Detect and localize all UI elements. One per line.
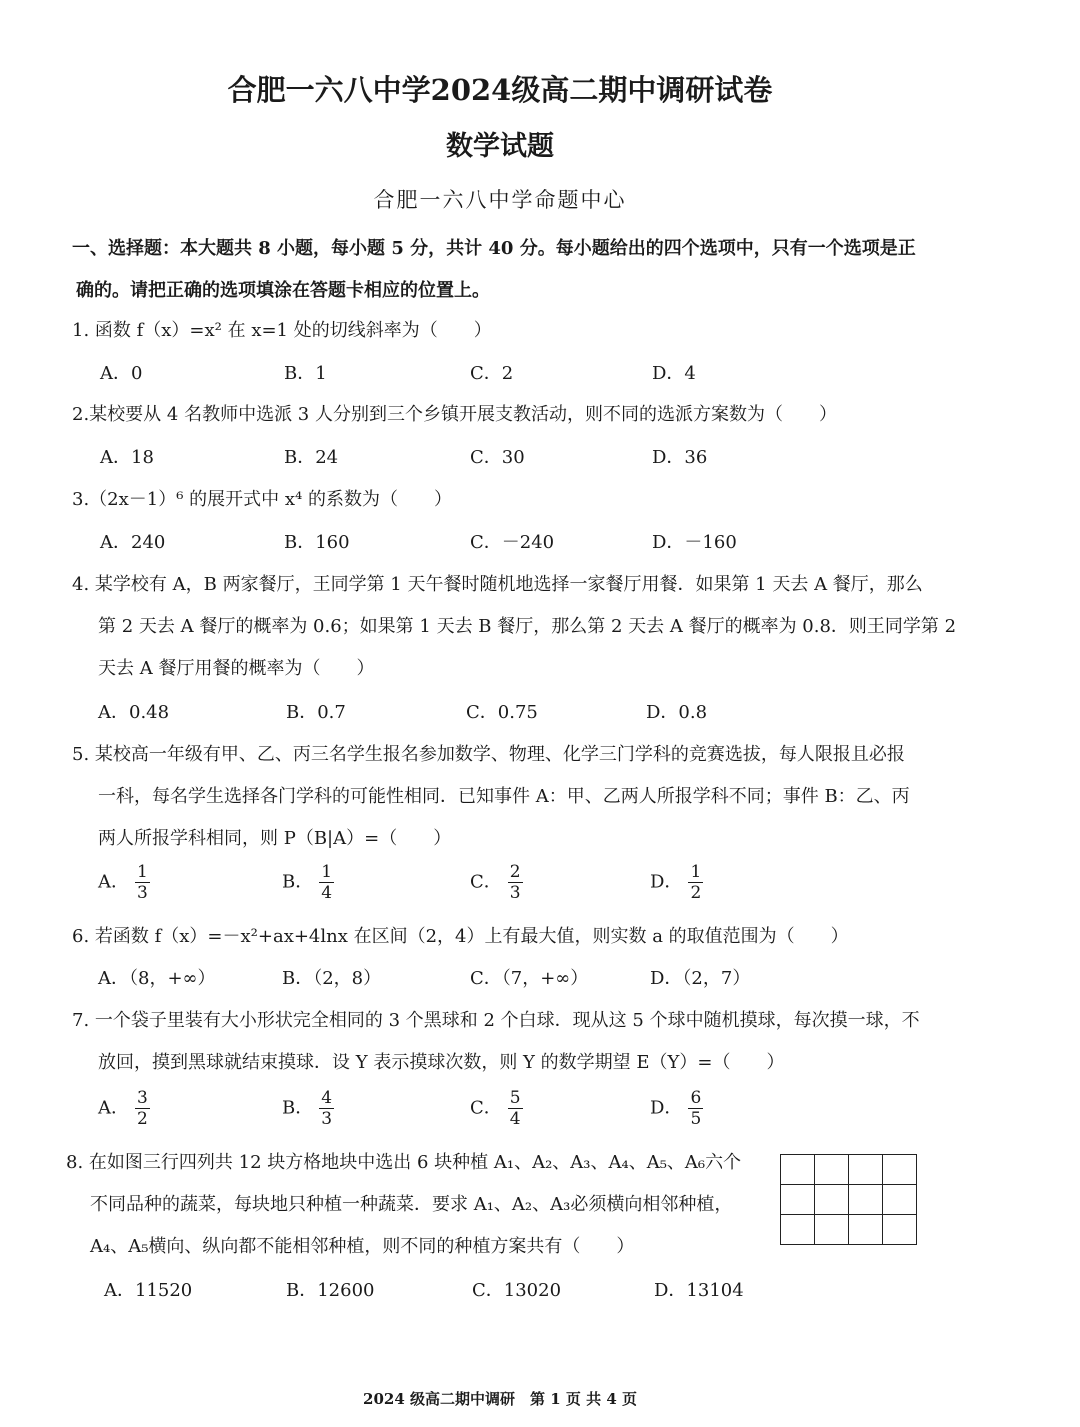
q5-option-c: C． $\frac{2}{3}$ [470, 862, 521, 903]
q7-option-b: B． $\frac{4}{3}$ [282, 1088, 333, 1129]
q3-option-b: B．160 [284, 532, 350, 553]
grid-cell [849, 1215, 883, 1245]
exam-issuer: 合肥一六八中学命题中心 [373, 188, 627, 212]
q3-option-a: A．240 [100, 532, 166, 553]
q6-option-c: C．（7，+∞） [470, 968, 589, 989]
grid-cell [883, 1215, 917, 1245]
q3-option-c: C．－240 [470, 532, 555, 553]
question-5-line1: 5. 某校高一年级有甲、乙、丙三名学生报名参加数学、物理、化学三门学科的竞赛选拔，每人限报且必报 [72, 744, 905, 765]
grid-cell [781, 1215, 815, 1245]
grid-cell [815, 1185, 849, 1215]
question-3-stem: 3.（2x－1）⁶ 的展开式中 x⁴ 的系数为（ ） [72, 489, 452, 510]
q7-option-d: D． $\frac{6}{5}$ [650, 1088, 702, 1129]
q5-option-a: A． $\frac{1}{3}$ [98, 862, 148, 903]
grid-cell [883, 1155, 917, 1185]
question-5-line2: 一科，每名学生选择各门学科的可能性相同．已知事件 A：甲、乙两人所报学科不同；事件 B：乙、丙 [98, 786, 910, 807]
grid-cell [815, 1155, 849, 1185]
q8-option-d: D．13104 [654, 1280, 744, 1301]
q3-option-d: D．－160 [652, 532, 737, 553]
plot-grid-figure [780, 1154, 917, 1245]
grid-cell [849, 1155, 883, 1185]
question-8-line2: 不同品种的蔬菜，每块地只种植一种蔬菜．要求 A₁、A₂、A₃必须横向相邻种植， [90, 1194, 733, 1215]
q1-option-a: A．0 [100, 363, 143, 384]
question-7-line1: 7. 一个袋子里装有大小形状完全相同的 3 个黑球和 2 个白球．现从这 5 个球中随机摸球，每次摸一球，不 [72, 1010, 920, 1031]
question-7-line2: 放回，摸到黑球就结束摸球．设 Y 表示摸球次数，则 Y 的数学期望 E（Y）=（ ） [98, 1052, 785, 1073]
question-2-stem: 2.某校要从 4 名教师中选派 3 人分别到三个乡镇开展支教活动，则不同的选派方案数为（ ） [72, 404, 837, 425]
section-instructions-line2: 确的。请把正确的选项填涂在答题卡相应的位置上。 [76, 280, 490, 301]
question-4-line3: 天去 A 餐厅用餐的概率为（ ） [98, 658, 375, 679]
q2-option-a: A．18 [100, 447, 154, 468]
question-8-line3: A₄、A₅横向、纵向都不能相邻种植，则不同的种植方案共有（ ） [90, 1236, 635, 1257]
grid-cell [781, 1185, 815, 1215]
q1-option-c: C．2 [470, 363, 514, 384]
q8-option-c: C．13020 [472, 1280, 562, 1301]
grid-cell [781, 1155, 815, 1185]
question-5-line3: 两人所报学科相同，则 P（B|A）=（ ） [98, 828, 452, 849]
q8-option-a: A．11520 [104, 1280, 193, 1301]
q6-option-a: A．（8，+∞） [98, 968, 216, 989]
question-6-stem: 6. 若函数 f（x）=－x²+ax+4lnx 在区间（2，4）上有最大值，则实数 a 的取值范围为（ ） [72, 926, 849, 947]
q4-option-c: C．0.75 [466, 702, 538, 723]
exam-subtitle: 数学试题 [446, 131, 554, 162]
question-8-line1: 8. 在如图三行四列共 12 块方格地块中选出 6 块种植 A₁、A₂、A₃、A₄、A₅、A₆六个 [66, 1152, 742, 1173]
q2-option-b: B．24 [284, 447, 339, 468]
q4-option-b: B．0.7 [286, 702, 346, 723]
grid-cell [883, 1185, 917, 1215]
q6-option-d: D．（2，7） [650, 968, 751, 989]
question-1-stem: 1. 函数 f（x）=x² 在 x=1 处的切线斜率为（ ） [72, 320, 492, 341]
grid-cell [815, 1215, 849, 1245]
q8-option-b: B．12600 [286, 1280, 375, 1301]
grid-cell [849, 1185, 883, 1215]
q2-option-d: D．36 [652, 447, 708, 468]
page-footer: 2024 级高二期中调研 第 1 页 共 4 页 [363, 1390, 637, 1408]
question-4-line1: 4. 某学校有 A，B 两家餐厅，王同学第 1 天午餐时随机地选择一家餐厅用餐．如果第 1 天去 A 餐厅，那么 [72, 574, 923, 595]
q6-option-b: B．（2，8） [282, 968, 382, 989]
q1-option-b: B．1 [284, 363, 327, 384]
q1-option-d: D．4 [652, 363, 696, 384]
q5-option-d: D． $\frac{1}{2}$ [650, 862, 702, 903]
question-4-line2: 第 2 天去 A 餐厅的概率为 0.6；如果第 1 天去 B 餐厅，那么第 2 天去 A 餐厅的概率为 0.8．则王同学第 2 [98, 616, 957, 637]
exam-title: 合肥一六八中学2024级高二期中调研试卷 [227, 73, 773, 107]
section-instructions-line1: 一、选择题：本大题共 8 小题，每小题 5 分，共计 40 分。每小题给出的四个选项中，只有一个选项是正 [72, 238, 916, 259]
q4-option-a: A．0.48 [98, 702, 170, 723]
q4-option-d: D．0.8 [646, 702, 708, 723]
q5-option-b: B． $\frac{1}{4}$ [282, 862, 333, 903]
q7-option-c: C． $\frac{5}{4}$ [470, 1088, 521, 1129]
q7-option-a: A． $\frac{3}{2}$ [98, 1088, 148, 1129]
q2-option-c: C．30 [470, 447, 525, 468]
